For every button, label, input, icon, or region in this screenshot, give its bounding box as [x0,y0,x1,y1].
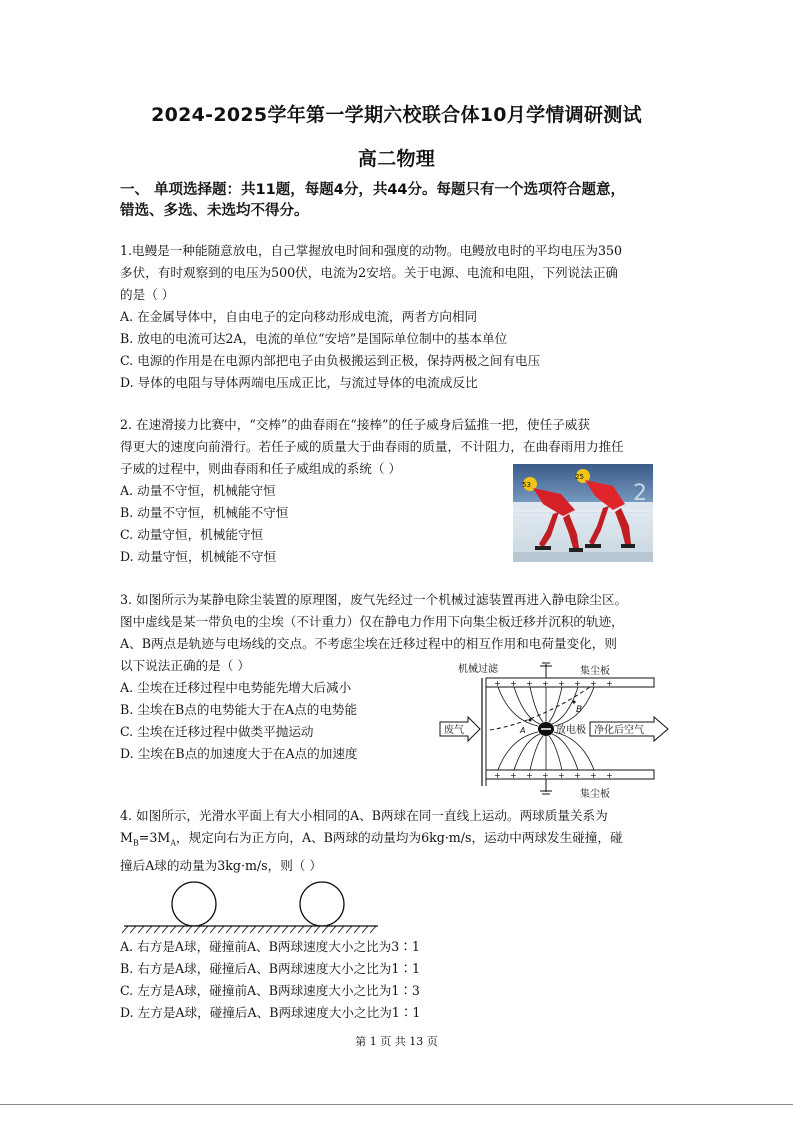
svg-text:+: + [510,771,517,780]
option-4d: D. 左方是A球，碰撞后A、B两球速度大小之比为1∶1 [120,1005,421,1020]
svg-text:+: + [590,771,597,780]
two-balls-diagram [120,876,382,934]
inlet-label: 废气 [444,725,464,736]
svg-text:+: + [542,771,549,780]
question-2-line: 2. 在速滑接力比赛中，“交棒”的曲春雨在“接棒”的任子威身后猛推一把，使任子威获 [120,417,590,432]
option-1a: A. 在金属导体中，自由电子的定向移动形成电流，两者方向相同 [120,309,478,324]
question-2-line: 得更大的速度向前滑行。若任子威的质量大于曲春雨的质量，不计阻力，在曲春雨用力推任 [120,439,624,454]
question-4-line: 4. 如图所示，光滑水平面上有大小相同的A、B两球在同一直线上运动。两球质量关系为 [120,808,608,823]
svg-text:+: + [494,679,501,688]
outlet-label: 净化后空气 [594,725,644,736]
question-3-line: 图中虚线是某一带负电的尘埃（不计重力）仅在静电力作用下向集尘板迁移并沉积的轨迹， [120,614,624,629]
exam-title: 2024-2025学年第一学期六校联合体10月学情调研测试 [151,104,642,126]
svg-text:+: + [526,679,533,688]
option-1b: B. 放电的电流可达2A，电流的单位“安培”是国际单位制中的基本单位 [120,331,508,346]
svg-text:+: + [574,679,581,688]
filter-label: 机械过滤 [458,664,498,675]
section-heading-line1: 一、 单项选择题：共11题，每题4分，共44分。每题只有一个选项符合题意， [120,182,625,198]
mass-eq: =3M [138,830,171,845]
question-4-line: 撞后A球的动量为3kg·m/s，则（ ） [120,857,322,873]
svg-text:2: 2 [633,481,647,506]
svg-text:+: + [558,771,565,780]
question-3-line: 以下说法正确的是（ ） [120,658,250,673]
skater-right-number: 25 [575,473,584,481]
option-4b: B. 右方是A球，碰撞后A、B两球速度大小之比为1∶1 [120,961,421,976]
option-2a: A. 动量不守恒，机械能守恒 [120,483,276,498]
speed-skating-photo [513,464,653,562]
option-2b: B. 动量不守恒，机械能不守恒 [120,505,289,520]
page-number: 第 1 页 共 13 页 [355,1035,438,1048]
question-1-line: 1.电鳗是一种能随意放电，自己掌握放电时间和强度的动物。电鳗放电时的平均电压为350 [120,243,623,258]
option-3c: C. 尘埃在迁移过程中做类平抛运动 [120,724,314,739]
svg-text:+: + [606,679,613,688]
question-1-line: 的是（ ） [120,287,175,302]
svg-text:+: + [510,679,517,688]
question-4 [120,805,623,877]
option-4c: C. 左方是A球，碰撞前A、B两球速度大小之比为1∶3 [120,983,420,998]
question-4-line [120,827,623,855]
svg-text:+: + [606,771,613,780]
svg-text:+: + [526,771,533,780]
bottom-plate-label: 集尘板 [580,789,610,800]
svg-text:+: + [558,679,565,688]
option-2d: D. 动量守恒，机械能不守恒 [120,549,277,564]
question-1 [120,240,622,394]
svg-text:+: + [542,679,549,688]
mass-sub-a: A [170,838,177,848]
mass-sub-b: B [132,838,139,848]
question-4-line2-rest: ，规定向右为正方向，A、B两球的动量均为6kg·m/s，运动中两球发生碰撞，碰 [176,830,623,845]
subject-title: 高二物理 [357,148,436,170]
option-1d: D. 导体的电阻与导体两端电压成正比，与流过导体的电流成反比 [120,375,478,390]
precipitator-diagram [438,660,670,800]
point-a-label: A [520,726,526,735]
option-4a: A. 右方是A球，碰撞前A、B两球速度大小之比为3∶1 [120,939,420,954]
section-heading [120,180,680,222]
option-1c: C. 电源的作用是在电源内部把电子由负极搬运到正极，保持两极之间有电压 [120,353,541,368]
option-3d: D. 尘埃在B点的加速度大于在A点的加速度 [120,746,358,761]
skater-left-number: 53 [522,481,531,489]
question-3-line: A、B两点是轨迹与电场线的交点。不考虑尘埃在迁移过程中的相互作用和电荷量变化，则 [120,636,617,651]
section-heading-line2: 错选、多选、未选均不得分。 [120,203,309,219]
page-divider [0,1104,793,1105]
option-3b: B. 尘埃在B点的电势能大于在A点的电势能 [120,702,358,717]
question-1-line: 多伏，有时观察到的电压为500伏，电流为2安培。关于电源、电流和电阻，下列说法正确 [120,265,619,280]
question-3-line: 3. 如图所示为某静电除尘装置的原理图，废气先经过一个机械过滤装置再进入静电除尘区。 [120,592,628,607]
top-plate-label: 集尘板 [580,666,610,677]
question-2-line: 子威的过程中，则曲春雨和任子威组成的系统（ ） [120,461,402,476]
mass-m: M [120,830,133,845]
electrode-label: 放电极 [556,725,586,736]
precipitator-diagram-svg [438,660,670,800]
ball-left [172,882,216,926]
ball-right [300,882,344,926]
speed-skating-image [513,464,653,562]
question-4-options [120,936,420,1024]
svg-text:+: + [590,679,597,688]
svg-text:+: + [574,771,581,780]
two-balls-svg [120,876,382,934]
point-b-label: B [576,705,583,715]
option-3a: A. 尘埃在迁移过程中电势能先增大后减小 [120,680,352,695]
svg-text:+: + [494,771,501,780]
option-2c: C. 动量守恒，机械能守恒 [120,527,264,542]
